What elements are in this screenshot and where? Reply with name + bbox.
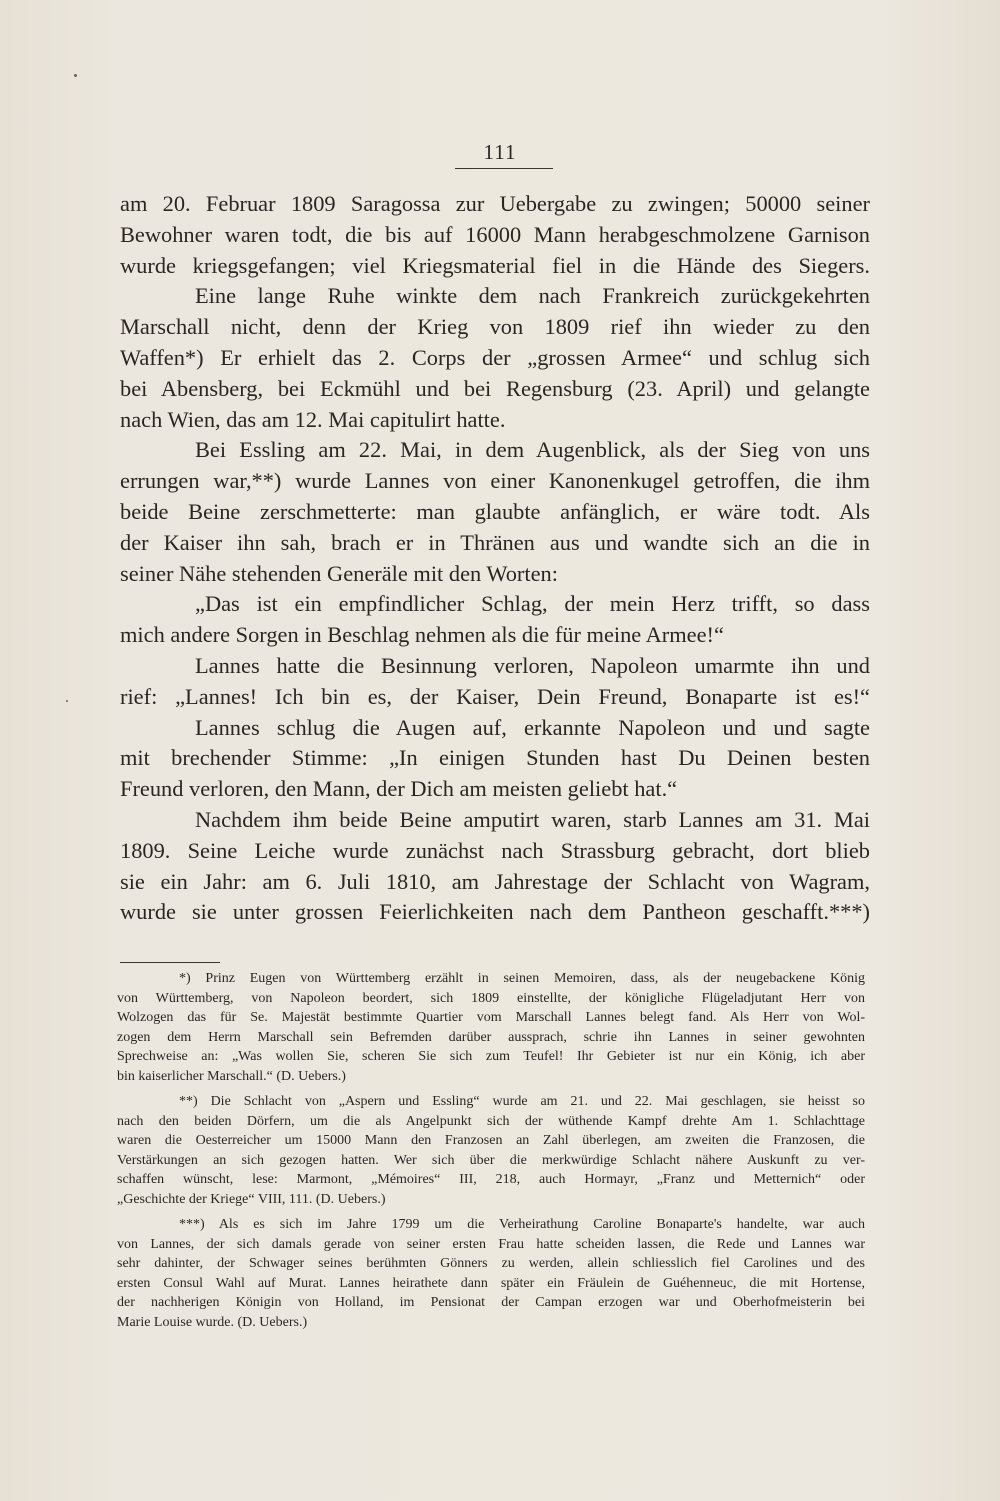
body-line: mich andere Sorgen in Beschlag nehmen als die für meine Armee!“ [120,622,724,648]
footnote-line: Sprechweise an: „Was wollen Sie, scheren Sie sich zum Teufel! Ihr Gebieter ist nur ein König, ich aber [117,1049,865,1064]
page-number: 111 [483,140,517,164]
page-number-rule [455,168,553,169]
footnote-line: „Geschichte der Kriege“ VIII, 111. (D. Uebers.) [117,1191,386,1207]
body-line: wurde sie unter grossen Feierlichkeiten nach dem Pantheon geschafft.***) [120,899,870,925]
footnote-line: ***) Als es sich im Jahre 1799 um die Verheirathung Caroline Bonaparte's handelte, war auch [179,1217,865,1232]
body-line: Lannes hatte die Besinnung verloren, Napoleon umarmte ihn und [195,652,870,678]
footnote-line: schaffen wünscht, lese: Marmont, „Mémoires“ III, 218, auch Hormayr, „Franz und Metternich“ oder [117,1172,865,1187]
body-line: 1809. Seine Leiche wurde zunächst nach Strassburg gebracht, dort blieb [120,837,870,863]
footnote-line: waren die Oesterreicher um 15000 Mann den Franzosen an Zahl überlegen, am zweiten die Franzosen, die [117,1133,865,1148]
body-line: Freund verloren, den Mann, der Dich am meisten geliebt hat.“ [120,776,678,802]
paper-speck [74,74,77,77]
body-line: am 20. Februar 1809 Saragossa zur Uebergabe zu zwingen; 50000 seiner [120,191,870,216]
footnote-line: Wolzogen das für Se. Majestät bestimmte Quartier vom Marschall Lannes belegt fand. Als Herr von Wol- [117,1010,865,1025]
footnote-line: **) Die Schlacht von „Aspern und Essling“ wurde am 21. und 22. Mai geschlagen, sie heisst so [179,1094,865,1109]
body-text [120,189,870,928]
body-line: Eine lange Ruhe winkte dem nach Frankreich zurückgekehrten [195,283,870,309]
footnote-3 [117,1215,865,1332]
body-line: seiner Nähe stehenden Generäle mit den Worten: [120,560,558,586]
body-line: Waffen*) Er erhielt das 2. Corps der „grossen Armee“ und schlug sich [120,344,870,370]
body-line: nach Wien, das am 12. Mai capitulirt hatte. [120,406,506,432]
footnote-2 [117,1092,865,1209]
body-line: beide Beine zerschmetterte: man glaubte anfänglich, er wäre todt. Als [120,498,870,524]
footnote-line: sehr dahinter, der Schwager seines berühmten Gönners zu werden, allein schliesslich fiel Carolines und des [117,1256,865,1271]
body-line: sie ein Jahr: am 6. Juli 1810, am Jahrestage der Schlacht von Wagram, [120,868,870,894]
footnote-line: der nachherigen Königin von Holland, im Pensionat der Campan erzogen war und Oberhofmeisterin bei [117,1295,865,1310]
footnote-line: von Württemberg, von Napoleon beordert, sich 1809 einstellte, der königliche Flügeladjutant Herr von [117,990,865,1006]
footnote-1 [117,969,865,1086]
footnote-line: Verstärkungen an sich gezogen hatten. Wer sich über die merkwürdige Schlacht nähere Auskunft zu ver- [117,1152,865,1168]
footnote-line: ersten Consul Wahl auf Murat. Lannes heirathete dann später ein Fräulein de Guéhenneuc, die mit Hortense, [117,1275,865,1291]
body-line: errungen war,**) wurde Lannes von einer Kanonenkugel getroffen, die ihm [120,468,870,494]
body-line: rief: „Lannes! Ich bin es, der Kaiser, Dein Freund, Bonaparte ist es!“ [120,683,870,709]
footnote-line: Marie Louise wurde. (D. Uebers.) [117,1314,308,1330]
body-line: der Kaiser ihn sah, brach er in Thränen aus und wandte sich an die in [120,529,870,555]
body-line: bei Abensberg, bei Eckmühl und bei Regensburg (23. April) und gelangte [120,375,870,401]
footnote-line: bin kaiserlicher Marschall.“ (D. Uebers.) [117,1068,346,1084]
body-line: Lannes schlug die Augen auf, erkannte Napoleon und und sagte [195,714,870,740]
paper-speck [66,700,68,702]
footnote-line: nach den beiden Dörfern, um die als Angelpunkt sich der wüthende Kampf drehte Am 1. Schlachttage [117,1113,865,1129]
body-line: Bei Essling am 22. Mai, in dem Augenblick, als der Sieg von uns [195,437,870,463]
footnote-line: zogen dem Herrn Marschall sein Befremden darüber aussprach, schrie ihn Lannes in seiner gewohnten [117,1029,865,1045]
body-line: Marschall nicht, denn der Krieg von 1809 rief ihn wieder zu den [120,314,870,340]
body-line: Bewohner waren todt, die bis auf 16000 Mann herabgeschmolzene Garnison [120,221,870,247]
body-line: Nachdem ihm beide Beine amputirt waren, starb Lannes am 31. Mai [195,806,870,832]
body-line: mit brechender Stimme: „In einigen Stunden hast Du Deinen besten [120,745,870,771]
footnote-line: *) Prinz Eugen von Württemberg erzählt in seinen Memoiren, dass, als der neugebackene König [179,971,865,986]
footnotes [117,969,865,1332]
body-line: wurde kriegsgefangen; viel Kriegsmaterial fiel in die Hände des Siegers. [120,252,870,278]
footnote-rule [120,962,220,963]
footnote-line: von Lannes, der sich damals gerade von seiner ersten Frau hatte scheiden lassen, die Rede und Lannes war [117,1236,865,1252]
body-line: „Das ist ein empfindlicher Schlag, der mein Herz trifft, so dass [195,591,870,617]
